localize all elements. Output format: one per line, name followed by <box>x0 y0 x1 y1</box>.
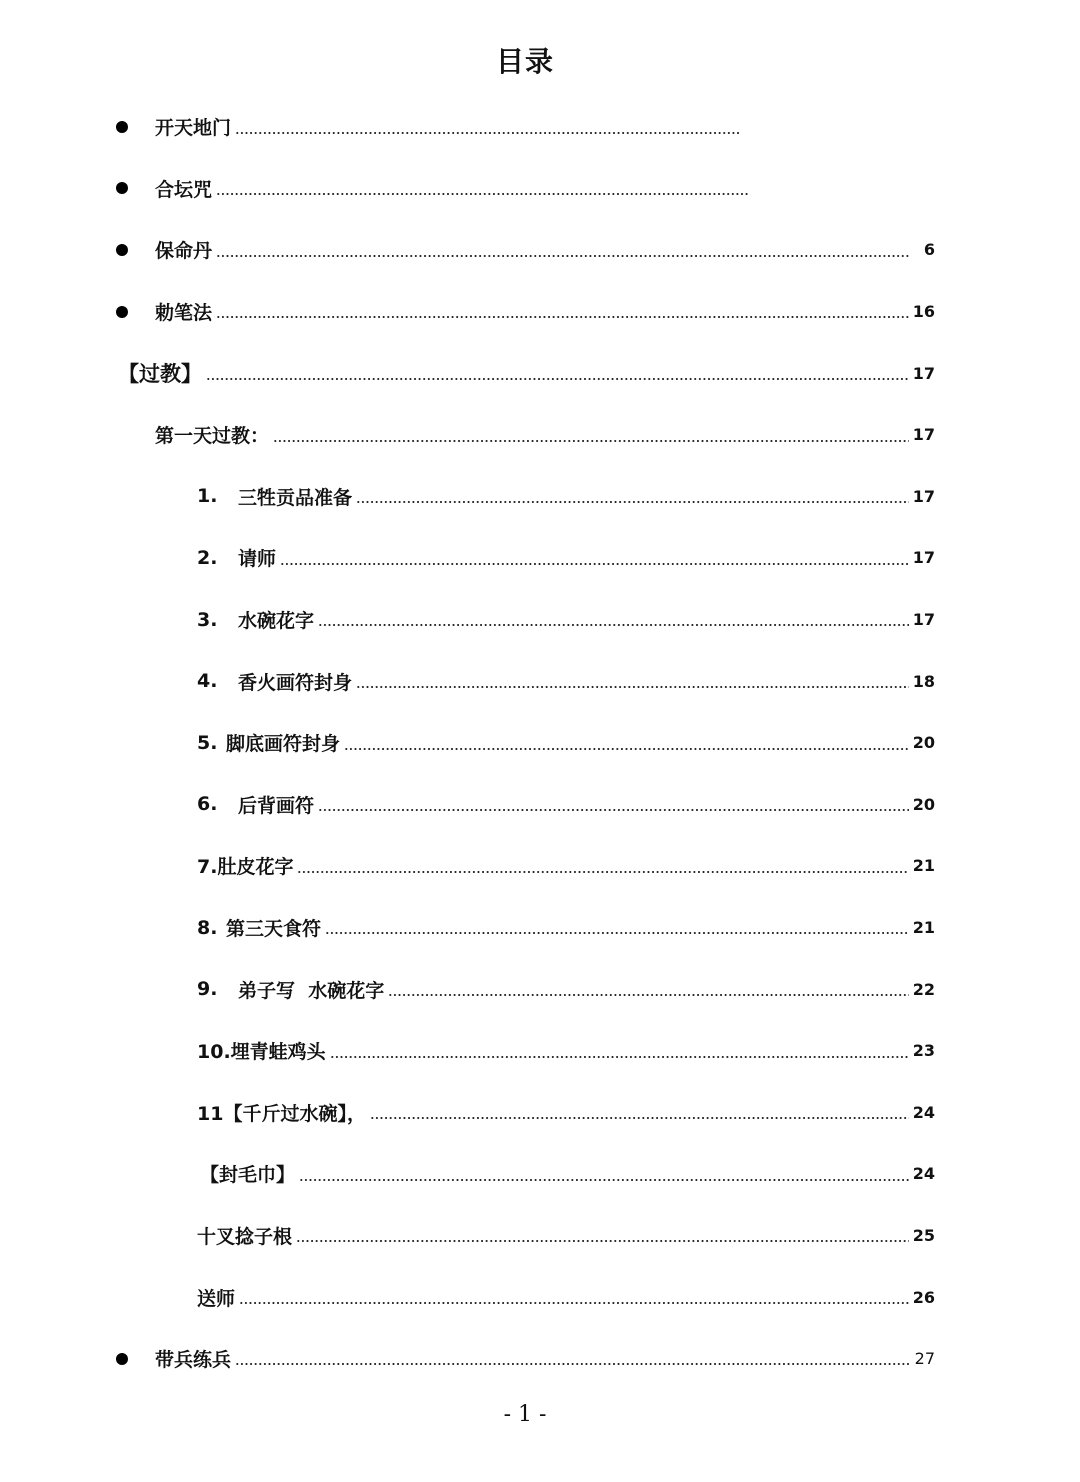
toc-entry-label: 送师 <box>197 1287 236 1310</box>
bullet-icon <box>116 182 128 194</box>
toc-entry-label: 香火画符封身 <box>238 671 353 694</box>
toc-entry[interactable] <box>0 1205 1080 1267</box>
dot-leader <box>216 315 909 319</box>
toc-entry-label: 第一天过教： <box>155 425 270 448</box>
toc-entry[interactable] <box>0 650 1080 712</box>
bullet-icon <box>116 244 128 256</box>
toc-page-number: 6 <box>923 240 935 260</box>
toc-entry-label: 【过教】 <box>118 362 202 387</box>
dot-leader <box>216 192 748 196</box>
toc-entry[interactable] <box>0 589 1080 651</box>
toc-entry[interactable] <box>0 1266 1080 1328</box>
toc-entry-label: 水碗花字 <box>238 610 315 633</box>
dot-leader <box>330 1055 909 1059</box>
dot-leader <box>318 808 909 812</box>
toc-entry[interactable] <box>0 835 1080 897</box>
toc-entry[interactable] <box>0 958 1080 1020</box>
bullet-icon <box>116 306 128 318</box>
toc-page-number: 17 <box>912 425 935 445</box>
page-footer-number: - 1 - <box>503 1402 547 1427</box>
toc-page-number: 25 <box>912 1225 935 1245</box>
dot-leader <box>206 377 909 381</box>
toc-entry-label: 【封毛巾】 <box>200 1164 296 1187</box>
toc-entry[interactable] <box>0 1082 1080 1144</box>
toc-entry-number: 1. <box>197 485 218 508</box>
toc-entry-number: 3. <box>197 608 218 631</box>
toc-entry[interactable] <box>0 1328 1080 1390</box>
toc-entry-label: 开天地门 <box>155 117 232 140</box>
toc-page-number: 18 <box>912 671 935 691</box>
toc-entry[interactable] <box>0 158 1080 220</box>
toc-entry[interactable] <box>0 774 1080 836</box>
dot-leader <box>356 685 909 689</box>
dot-leader <box>296 1239 909 1243</box>
toc-entry[interactable] <box>0 897 1080 959</box>
toc-entry-number: 8. <box>197 916 218 939</box>
dot-leader <box>297 870 908 874</box>
dot-leader <box>325 931 909 935</box>
toc-entry-label: 11【千斤过水碗】， <box>197 1102 366 1125</box>
toc-page-number: 17 <box>912 486 935 506</box>
dot-leader <box>344 747 909 751</box>
dot-leader <box>388 993 909 997</box>
toc-entry-label: 带兵练兵 <box>155 1349 232 1372</box>
toc-page-number: 20 <box>912 794 935 814</box>
dot-leader <box>216 254 909 258</box>
bullet-icon <box>116 121 128 133</box>
toc-entry-label: 请师 <box>238 548 277 571</box>
toc-entry[interactable] <box>0 712 1080 774</box>
toc-entry[interactable] <box>0 219 1080 281</box>
toc-page-number: 21 <box>912 856 935 876</box>
toc-entry-number: 9. <box>197 978 218 1001</box>
toc-page-number: 16 <box>912 302 935 322</box>
toc-entry-label: 后背画符 <box>238 794 315 817</box>
toc-entry[interactable] <box>0 1020 1080 1082</box>
toc-entry-label: 合坛咒 <box>155 178 213 201</box>
toc-page-number: 23 <box>912 1041 935 1061</box>
toc-page-number: 17 <box>912 363 935 383</box>
bullet-icon <box>116 1353 128 1365</box>
toc-page-number: 26 <box>912 1287 935 1307</box>
toc-entry[interactable] <box>0 404 1080 466</box>
toc-entry[interactable] <box>0 96 1080 158</box>
toc-entry[interactable] <box>0 466 1080 528</box>
toc-entry-label: 脚底画符封身 <box>226 733 341 756</box>
dot-leader <box>356 500 909 504</box>
dot-leader <box>280 562 909 566</box>
dot-leader <box>273 439 909 443</box>
toc-entry-label: 10.埋青蛙鸡头 <box>197 1041 326 1064</box>
toc-entry-label: 第三天食符 <box>226 918 322 941</box>
toc-entry[interactable] <box>0 342 1080 404</box>
dot-leader <box>239 1301 909 1305</box>
toc-entry-label: 保命丹 <box>155 240 213 263</box>
toc-page-number: 20 <box>912 733 935 753</box>
toc-entry-number: 5. <box>197 731 218 754</box>
toc-entry-number: 2. <box>197 546 218 569</box>
toc-title: 目录 <box>495 45 554 78</box>
toc-entry[interactable] <box>0 1143 1080 1205</box>
toc-page-number: 21 <box>912 918 935 938</box>
toc-page-number: 27 <box>914 1349 935 1369</box>
toc-entry-label: 弟子写 水碗花字 <box>238 979 385 1002</box>
dot-leader <box>318 623 909 627</box>
toc-page-number: 24 <box>912 1164 935 1184</box>
dot-leader <box>299 1178 909 1182</box>
table-of-contents <box>0 96 1080 1389</box>
dot-leader <box>235 1362 909 1366</box>
toc-entry-label: 三牲贡品准备 <box>238 486 353 509</box>
dot-leader <box>370 1116 909 1120</box>
toc-entry[interactable] <box>0 281 1080 343</box>
toc-entry-label: 十叉捻子根 <box>197 1225 293 1248</box>
toc-entry-label: 7.肚皮花字 <box>197 856 294 879</box>
toc-entry-number: 4. <box>197 670 218 693</box>
toc-entry-label: 勅笔法 <box>155 302 213 325</box>
toc-entry[interactable] <box>0 527 1080 589</box>
toc-page-number: 24 <box>912 1102 935 1122</box>
toc-page-number: 17 <box>912 548 935 568</box>
dot-leader <box>235 131 740 135</box>
toc-page-number: 17 <box>912 610 935 630</box>
toc-page-number: 22 <box>912 979 935 999</box>
toc-entry-number: 6. <box>197 793 218 816</box>
